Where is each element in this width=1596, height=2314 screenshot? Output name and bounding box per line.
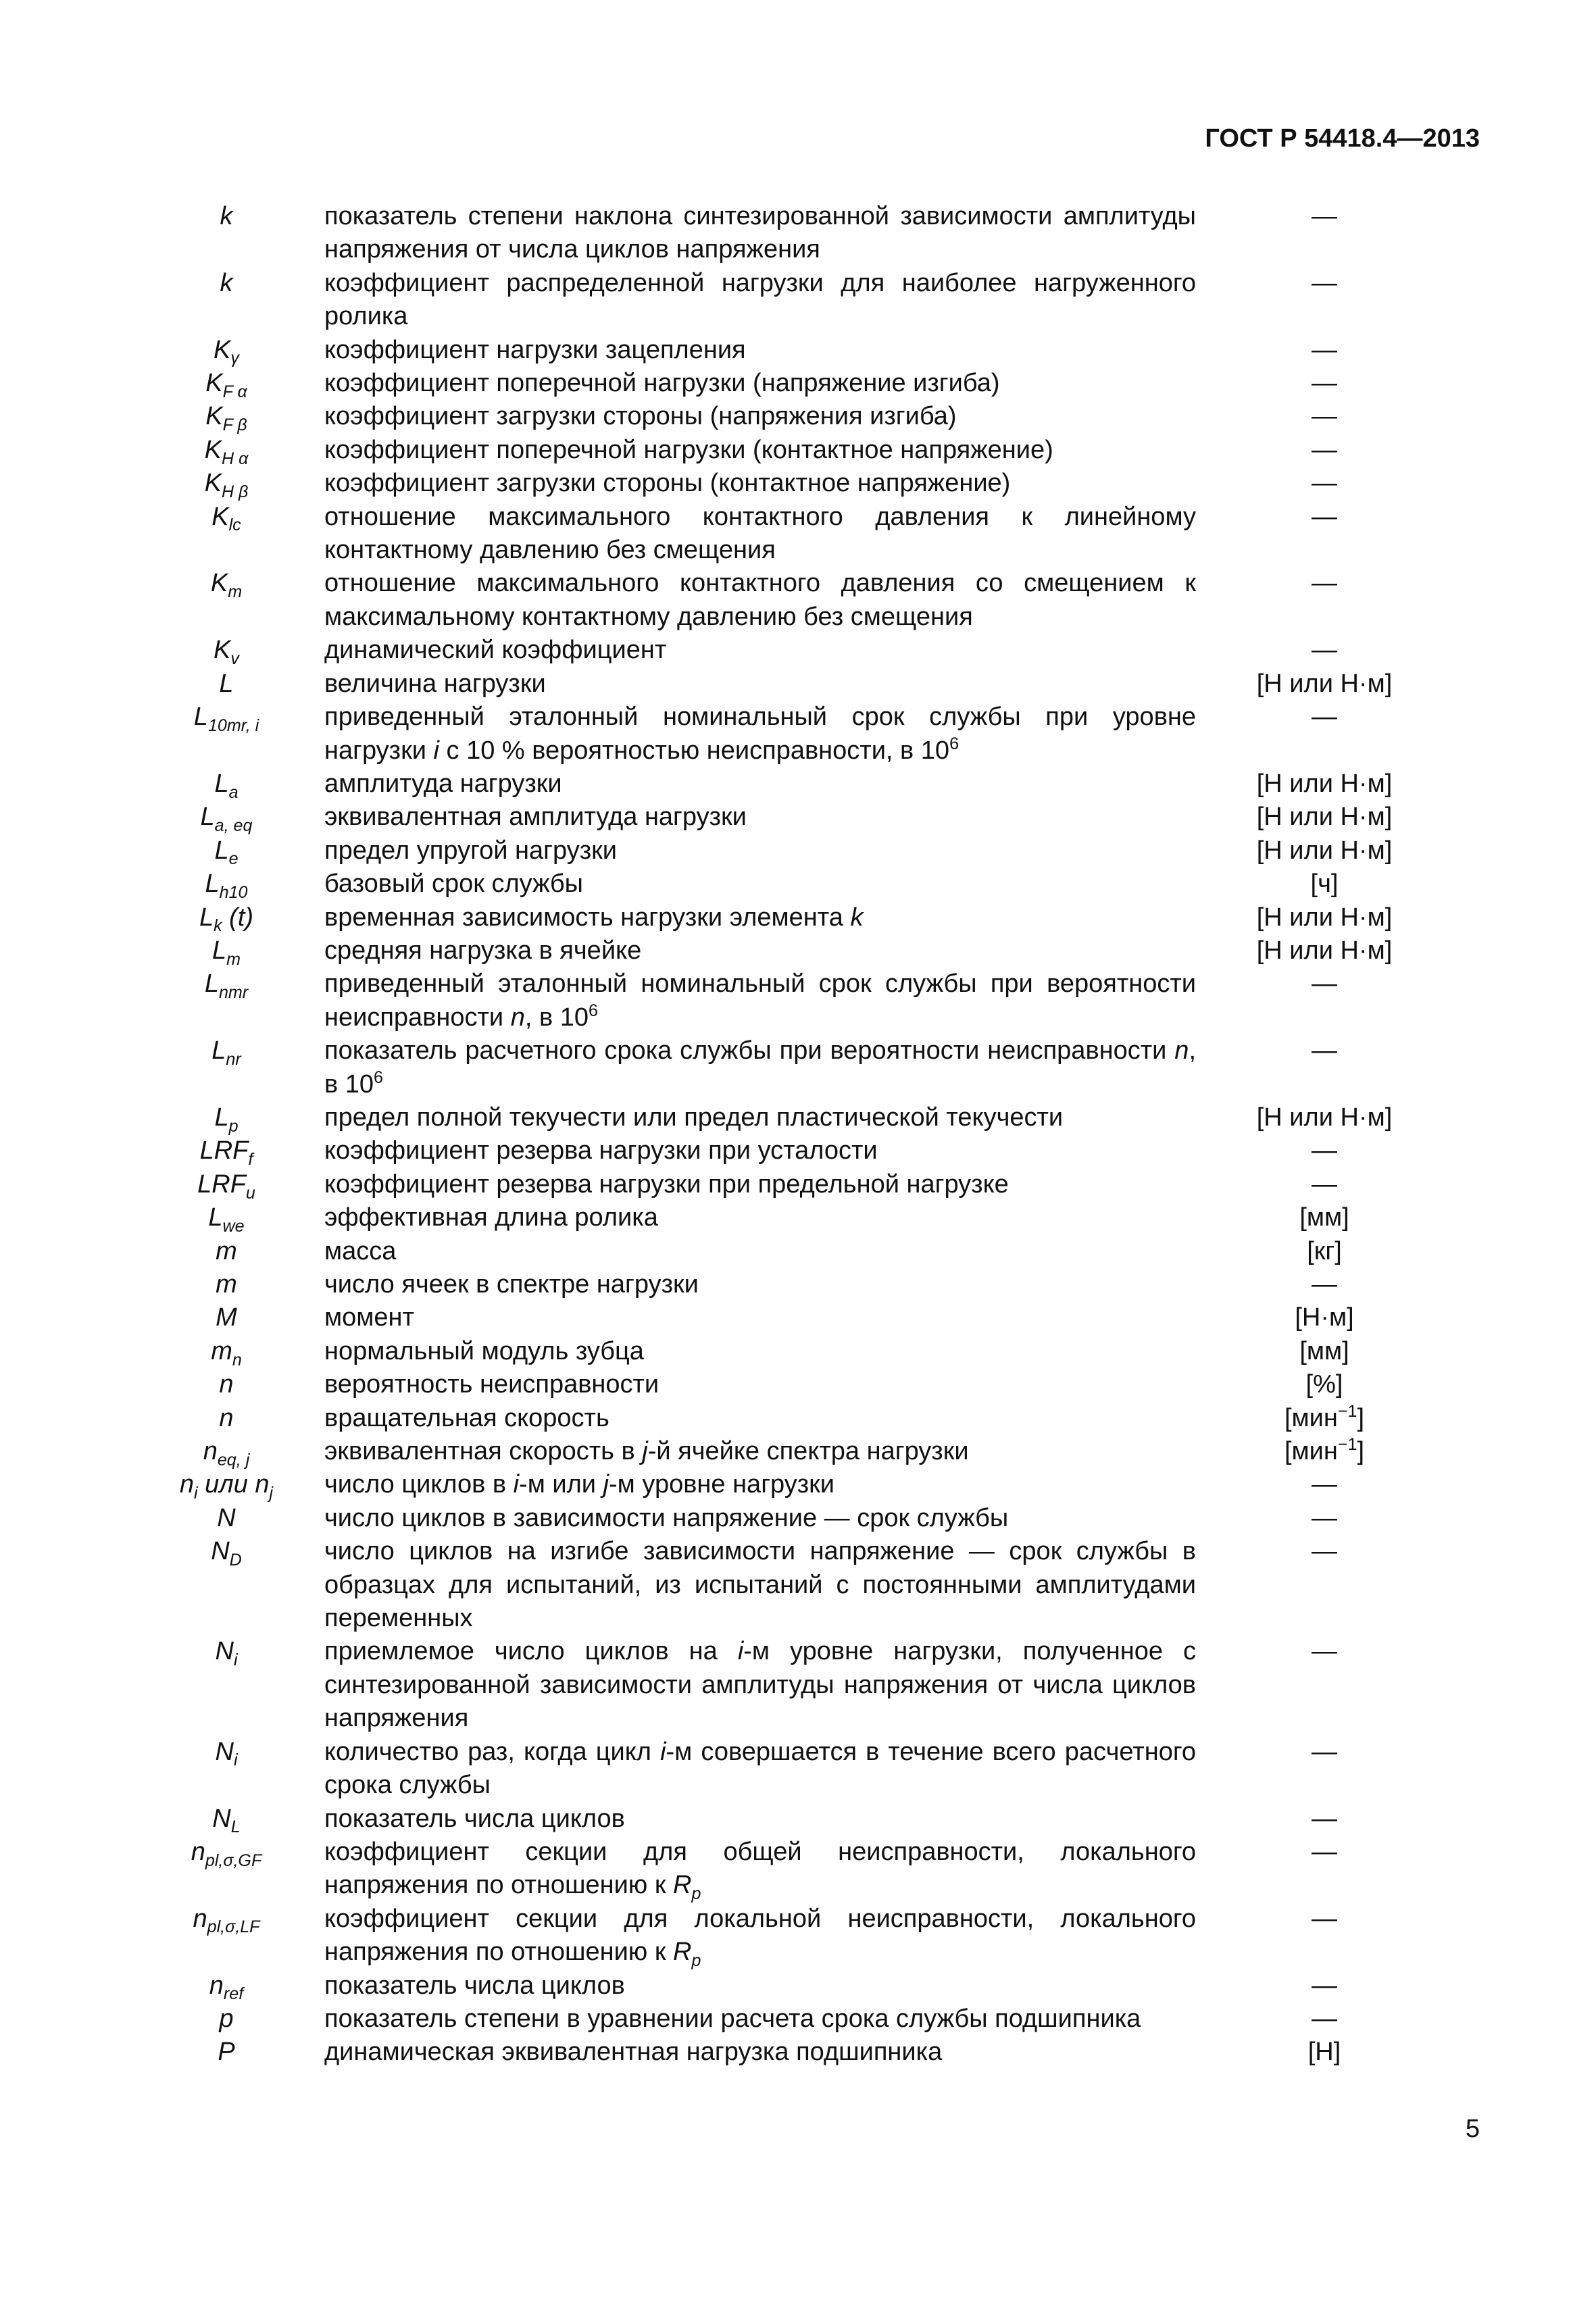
symbols-table-body (155, 200, 1453, 2069)
symbol-row (155, 934, 1453, 967)
symbol-cell: $K_v$ (214, 636, 239, 669)
unit-cell: — (1312, 435, 1337, 464)
unit-cell: — (1312, 1804, 1337, 1833)
page-number: 5 (1465, 2115, 1480, 2143)
symbol-cell: p (219, 2004, 234, 2033)
symbol-cell: $m_n$ (211, 1336, 242, 1369)
symbol-row (155, 1836, 1453, 1903)
symbol-cell: $N_L$ (212, 1804, 241, 1837)
description-cell: коэффициент распределенной нагрузки для наиболее нагруженного ролика (324, 268, 1196, 331)
symbol-row (155, 1368, 1453, 1401)
unit-cell: — (1312, 402, 1337, 431)
symbol-row (155, 1134, 1453, 1167)
description-cell: момент (324, 1303, 414, 1332)
description-cell: базовый срок службы (324, 870, 583, 899)
symbol-cell: k (220, 268, 233, 297)
symbol-cell: $N_i$ (215, 1637, 238, 1670)
unit-cell: [Н или Н·м] (1256, 803, 1393, 832)
description-cell: коэффициент резерва нагрузки при усталости (324, 1136, 878, 1165)
description-cell: приведенный эталонный номинальный срок службы при уровне нагрузки i с 10 % вероятностью неисправности, в $10^6$ (324, 703, 1196, 765)
unit-cell: — (1312, 1904, 1337, 1933)
unit-cell: [мм] (1299, 1336, 1349, 1365)
unit-cell: — (1312, 1737, 1337, 1766)
symbol-cell: $L_e$ (214, 836, 239, 869)
symbol-cell: $n_i$ или $n_j$ (179, 1470, 274, 1503)
description-cell: вероятность неисправности (324, 1370, 659, 1399)
unit-cell: [мм] (1299, 1203, 1349, 1232)
symbol-cell: $K_{H \beta}$ (204, 469, 249, 502)
description-cell: средняя нагрузка в ячейке (324, 936, 642, 965)
symbol-row (155, 701, 1453, 768)
description-cell: отношение максимального контактного давления со смещением к максимальному контактному давлению без смещения (324, 569, 1196, 631)
unit-cell: — (1312, 569, 1337, 598)
unit-cell: [ч] (1310, 870, 1339, 899)
symbol-row (155, 1903, 1453, 1969)
symbol-row (155, 1635, 1453, 1735)
unit-cell: — (1312, 1837, 1337, 1866)
description-cell: коэффициент резерва нагрузки при предельной нагрузке (324, 1169, 1009, 1199)
unit-cell: — (1312, 1971, 1337, 2000)
symbol-cell: $L_{h10}$ (205, 870, 248, 902)
symbol-row (155, 434, 1453, 467)
symbol-cell: n (219, 1403, 234, 1432)
symbol-row (155, 1268, 1453, 1301)
unit-cell: [Н или Н·м] (1256, 903, 1393, 932)
symbol-row (155, 267, 1453, 334)
symbol-cell: $K_{H \alpha}$ (204, 435, 249, 468)
symbol-cell: L (219, 669, 234, 698)
symbol-cell: $L_p$ (214, 1103, 239, 1136)
unit-cell: [Н] (1307, 2038, 1341, 2067)
unit-cell: [кг] (1307, 1236, 1342, 1265)
symbol-row (155, 901, 1453, 934)
symbol-row (155, 768, 1453, 801)
symbol-row (155, 1168, 1453, 1201)
symbol-cell: N (217, 1503, 236, 1532)
description-cell: приемлемое число циклов на i-м уровне нагрузки, полученное с синтезированной зависимости амплитуды напряжения от числа циклов напряжения (324, 1637, 1196, 1733)
symbol-cell: $K_m$ (210, 569, 243, 602)
unit-cell: [%] (1305, 1370, 1343, 1399)
symbol-cell: $L_k$ (t) (199, 903, 254, 936)
symbol-cell: k (220, 202, 233, 230)
description-cell: эквивалентная амплитуда нагрузки (324, 803, 747, 832)
symbol-row (155, 1335, 1453, 1368)
description-cell: отношение максимального контактного давления к линейному контактному давлению без смещения (324, 502, 1196, 565)
description-cell: предел упругой нагрузки (324, 836, 617, 865)
description-cell: число циклов на изгибе зависимости напряжение — срок службы в образцах для испытаний, из испытаний с постоянными амплитудами переменных (324, 1537, 1196, 1633)
unit-cell: [Н или Н·м] (1256, 836, 1393, 865)
symbol-cell: $n_{pl,\sigma,LF}$ (193, 1904, 260, 1937)
symbol-cell: $n_{eq, j}$ (203, 1437, 250, 1469)
symbol-row (155, 400, 1453, 433)
symbol-row (155, 668, 1453, 701)
symbol-cell: $K_{lc}$ (211, 502, 241, 535)
unit-cell: [мин$^{-1}$] (1284, 1435, 1365, 1466)
symbol-row (155, 1502, 1453, 1535)
description-cell: коэффициент поперечной нагрузки (контактное напряжение) (324, 435, 1053, 464)
description-cell: масса (324, 1236, 397, 1265)
unit-cell: — (1312, 1169, 1337, 1199)
description-cell: показатель числа циклов (324, 1804, 625, 1833)
symbol-cell: $N_D$ (211, 1537, 242, 1570)
description-cell: амплитуда нагрузки (324, 769, 562, 798)
document-header: ГОСТ Р 54418.4—2013 (1205, 124, 1480, 153)
description-cell: величина нагрузки (324, 669, 546, 698)
symbol-row (155, 334, 1453, 367)
unit-cell: [Н·м] (1295, 1303, 1354, 1332)
symbol-cell: $L_{we}$ (208, 1203, 245, 1236)
symbol-cell: $n_{ref}$ (209, 1971, 244, 2004)
description-cell: коэффициент загрузки стороны (контактное напряжение) (324, 469, 1011, 498)
unit-cell: — (1312, 970, 1337, 999)
symbol-row (155, 1435, 1453, 1468)
unit-cell: [Н или Н·м] (1256, 769, 1393, 798)
unit-cell: — (1312, 202, 1337, 230)
unit-cell: — (1312, 502, 1337, 531)
symbol-cell: $N_i$ (215, 1737, 238, 1770)
unit-cell: — (1312, 1537, 1337, 1566)
symbol-cell: n (219, 1370, 234, 1399)
symbol-row (155, 967, 1453, 1034)
symbol-row (155, 834, 1453, 867)
symbol-row (155, 1535, 1453, 1635)
description-cell: показатель степени наклона синтезированной зависимости амплитуды напряжения от числа циклов напряжения (324, 202, 1196, 264)
symbol-cell: $LRF_f$ (199, 1136, 253, 1169)
symbol-row (155, 567, 1453, 634)
description-cell: показатель числа циклов (324, 1971, 625, 2000)
description-cell: коэффициент секции для общей неисправности, локального напряжения по отношению к $R_p$ (324, 1837, 1196, 1904)
description-cell: нормальный модуль зубца (324, 1336, 644, 1365)
description-cell: число циклов в зависимости напряжение — срок службы (324, 1503, 1009, 1532)
symbol-cell: m (216, 1236, 237, 1265)
description-cell: коэффициент секции для локальной неисправности, локального напряжения по отношению к $R_p$ (324, 1904, 1196, 1970)
symbol-row (155, 1201, 1453, 1234)
symbol-cell: $n_{pl,\sigma,GF}$ (191, 1837, 262, 1870)
unit-cell: — (1312, 2004, 1337, 2033)
description-cell: коэффициент загрузки стороны (напряжения изгиба) (324, 402, 957, 431)
symbol-row (155, 200, 1453, 267)
description-cell: временная зависимость нагрузки элемента k (324, 903, 864, 932)
symbol-cell: $L_{a, eq}$ (200, 803, 253, 836)
symbol-row (155, 1468, 1453, 1501)
unit-cell: [мин$^{-1}$] (1284, 1401, 1365, 1432)
symbol-row (155, 501, 1453, 568)
description-cell: динамический коэффициент (324, 636, 667, 665)
symbol-row (155, 801, 1453, 834)
description-cell: коэффициент нагрузки зацепления (324, 335, 746, 364)
description-cell: эффективная длина ролика (324, 1203, 658, 1232)
symbol-row (155, 1969, 1453, 2003)
unit-cell: — (1312, 703, 1337, 732)
symbol-cell: m (216, 1270, 237, 1299)
symbol-row (155, 1235, 1453, 1268)
description-cell: показатель степени в уравнении расчета срока службы подшипника (324, 2004, 1141, 2033)
symbol-row (155, 867, 1453, 901)
symbol-row (155, 1803, 1453, 1836)
unit-cell: — (1312, 1136, 1337, 1165)
symbol-cell: $K_\gamma$ (214, 335, 239, 368)
description-cell: коэффициент поперечной нагрузки (напряжение изгиба) (324, 369, 1000, 398)
unit-cell: — (1312, 1270, 1337, 1299)
symbol-row (155, 1034, 1453, 1101)
symbol-cell: $L_a$ (214, 769, 239, 802)
symbol-cell: $L_{nmr}$ (204, 970, 249, 1003)
unit-cell: — (1312, 1503, 1337, 1532)
symbol-row (155, 367, 1453, 400)
description-cell: количество раз, когда цикл i-м совершается в течение всего расчетного срока службы (324, 1737, 1196, 1800)
symbol-row (155, 1402, 1453, 1435)
symbol-cell: $L_m$ (211, 936, 241, 969)
symbol-cell: P (218, 2038, 235, 2067)
description-cell: вращательная скорость (324, 1403, 609, 1432)
symbol-row (155, 1301, 1453, 1334)
description-cell: предел полной текучести или предел пластической текучести (324, 1103, 1064, 1132)
symbol-row (155, 2003, 1453, 2036)
unit-cell: — (1312, 1470, 1337, 1499)
symbol-cell: $K_{F \beta}$ (205, 402, 247, 435)
unit-cell: [Н или Н·м] (1256, 1103, 1393, 1132)
unit-cell: — (1312, 1637, 1337, 1666)
unit-cell: — (1312, 469, 1337, 498)
unit-cell: — (1312, 268, 1337, 297)
description-cell: динамическая эквивалентная нагрузка подшипника (324, 2038, 943, 2067)
symbol-row (155, 1736, 1453, 1803)
unit-cell: — (1312, 1036, 1337, 1065)
symbol-row (155, 467, 1453, 500)
symbol-row (155, 2036, 1453, 2069)
symbol-row (155, 634, 1453, 667)
description-cell: приведенный эталонный номинальный срок службы при вероятности неисправности n, в $10^6$ (324, 970, 1196, 1032)
symbol-cell: $L_{10mr, i}$ (193, 703, 259, 735)
unit-cell: [Н или Н·м] (1256, 936, 1393, 965)
description-cell: показатель расчетного срока службы при вероятности неисправности n, в $10^6$ (324, 1036, 1196, 1099)
symbol-cell: $L_{nr}$ (211, 1036, 241, 1069)
symbol-cell: $K_{F \alpha}$ (205, 369, 247, 401)
unit-cell: — (1312, 335, 1337, 364)
description-cell: эквивалентная скорость в j-й ячейке спектра нагрузки (324, 1437, 969, 1466)
unit-cell: — (1312, 369, 1337, 398)
symbols-table (155, 200, 1453, 2069)
unit-cell: — (1312, 636, 1337, 665)
symbol-cell: M (216, 1303, 237, 1332)
symbol-row (155, 1101, 1453, 1134)
unit-cell: [Н или Н·м] (1256, 669, 1393, 698)
description-cell: число циклов в i-м или j-м уровне нагрузки (324, 1470, 835, 1499)
description-cell: число ячеек в спектре нагрузки (324, 1270, 699, 1299)
symbol-cell: $LRF_u$ (197, 1169, 255, 1203)
